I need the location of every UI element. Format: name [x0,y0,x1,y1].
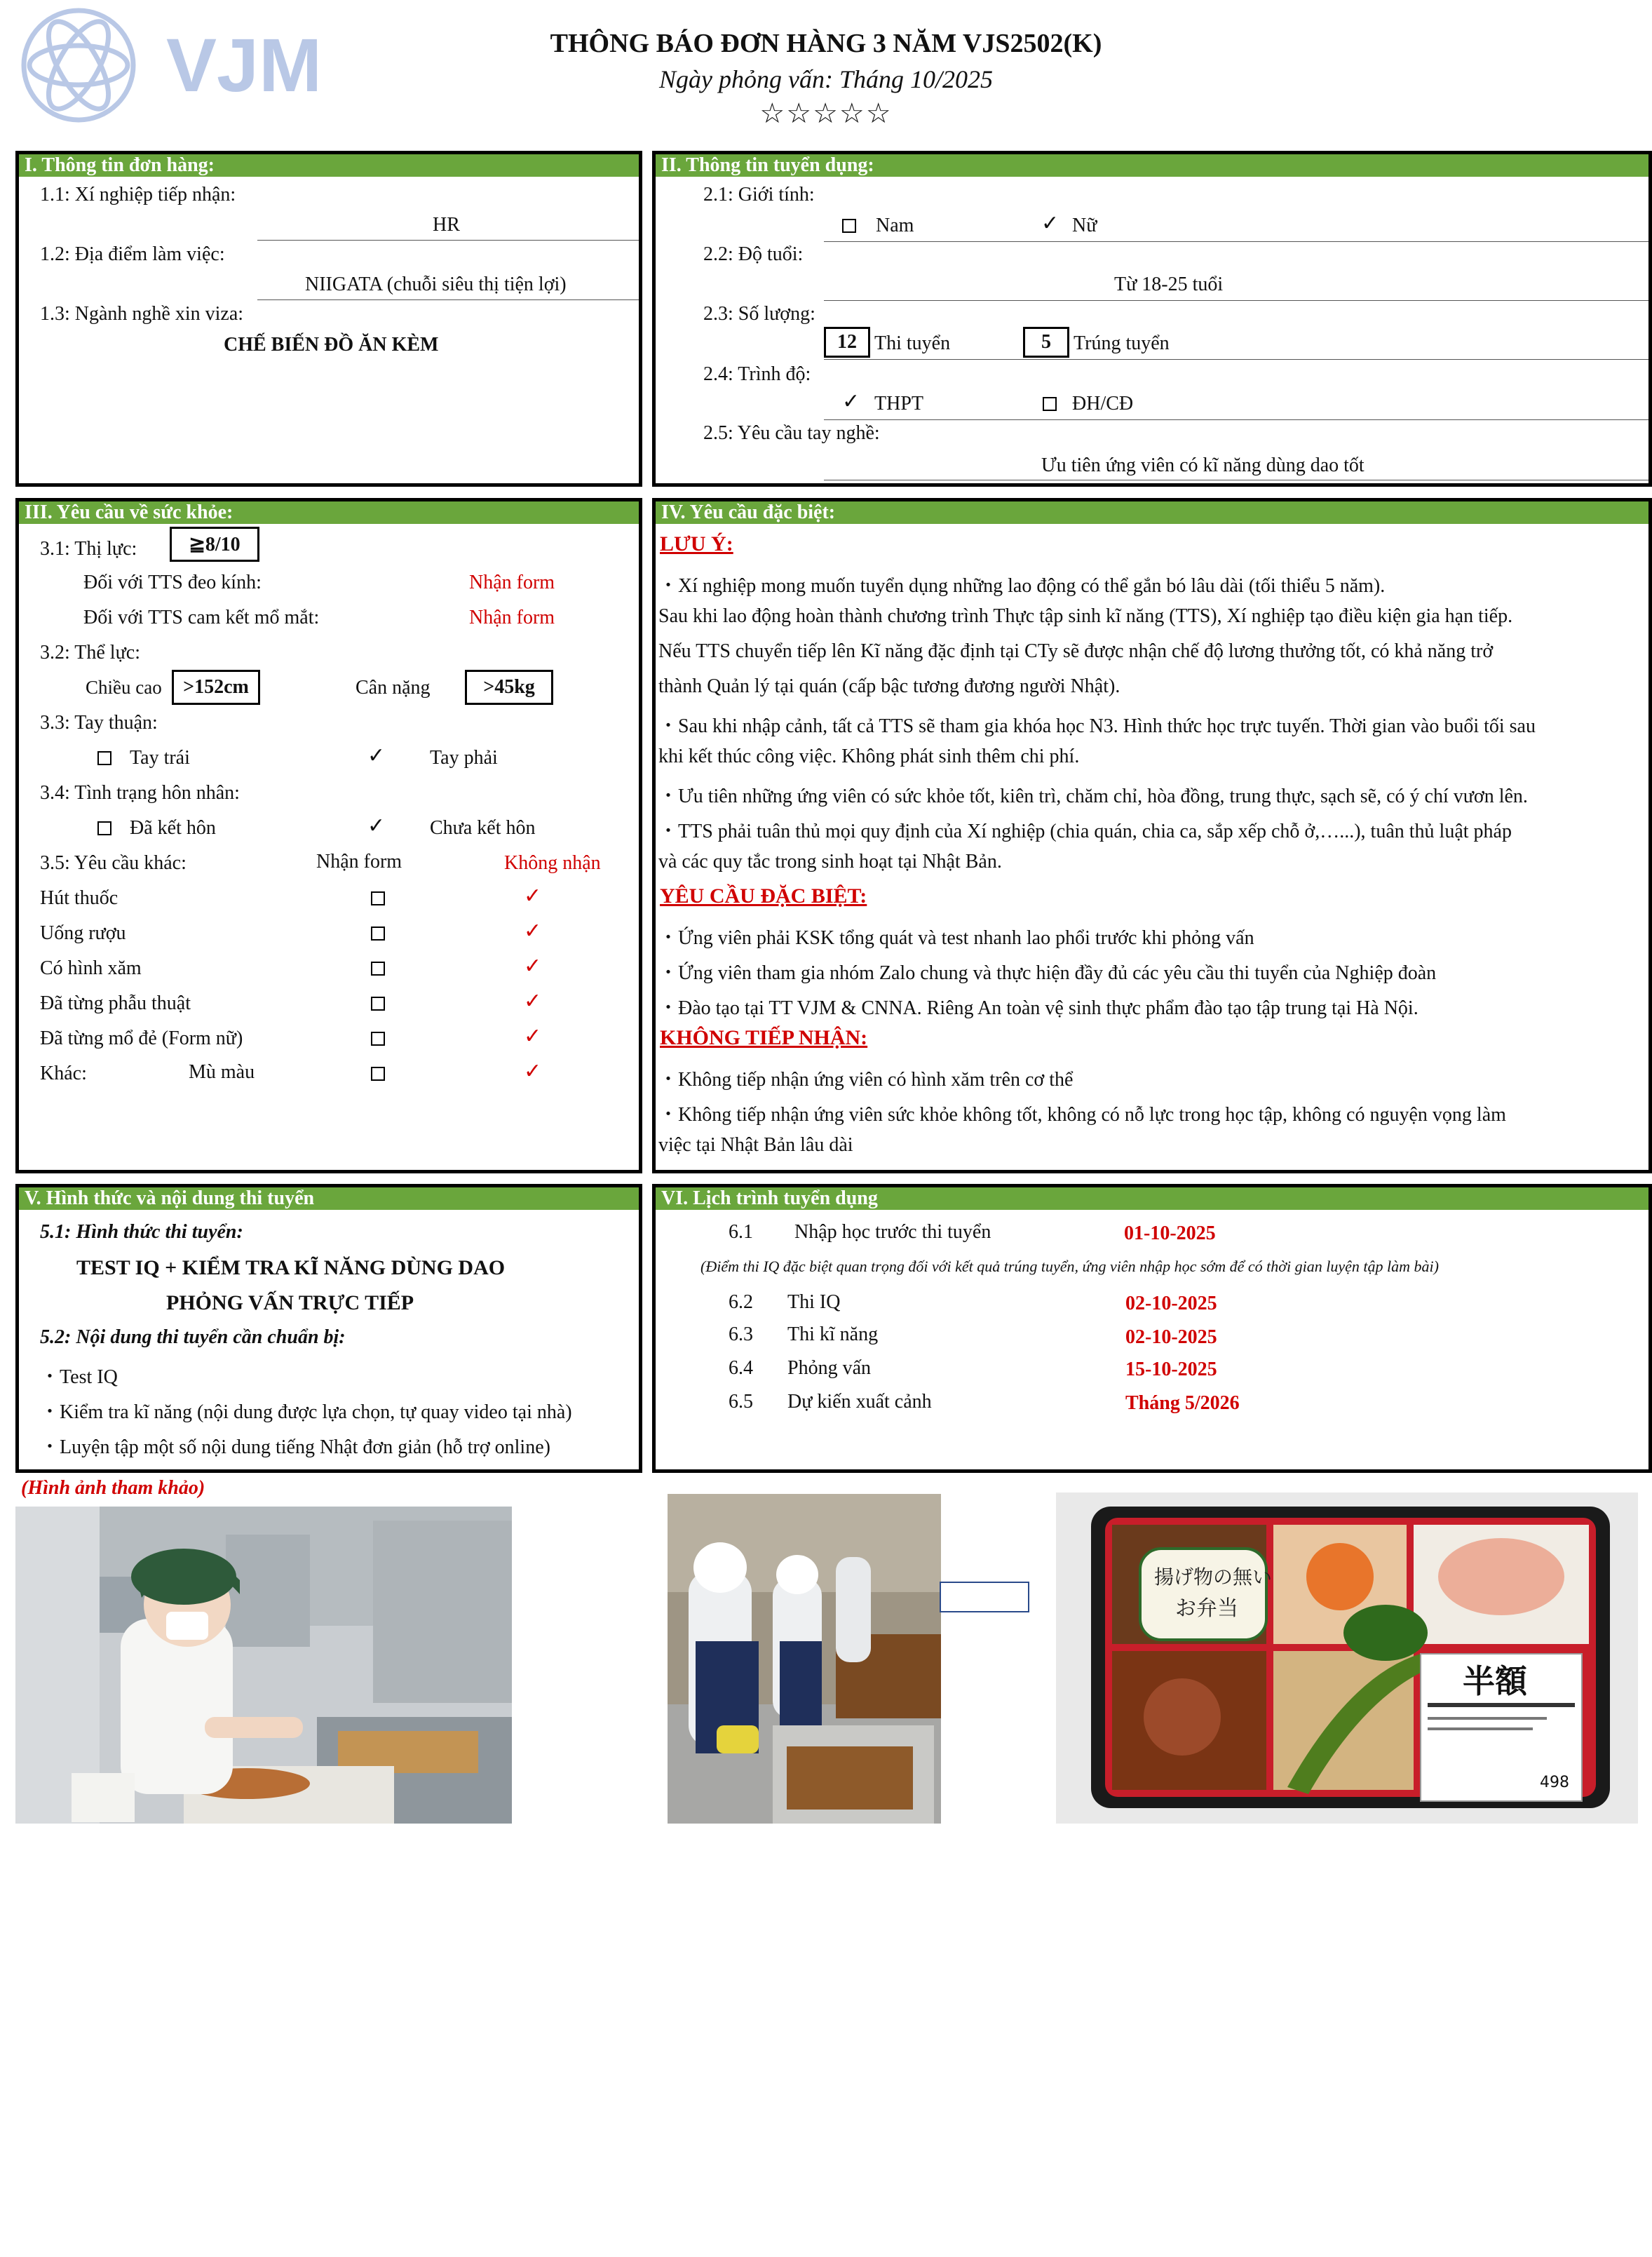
heading-special: YÊU CẦU ĐẶC BIỆT: [660,884,867,908]
photo-caption: (Hình ảnh tham khảo) [21,1477,205,1499]
section-recruitment-info [652,151,1652,487]
section-header: II. Thông tin tuyển dụng: [656,154,1648,177]
exam-form-1: TEST IQ + KIỂM TRA KĨ NĂNG DÙNG DAO [76,1256,506,1279]
edu-university: ĐH/CĐ [1072,393,1134,415]
schedule-date: 01-10-2025 [1124,1222,1216,1244]
note-line: ・Sau khi nhập cảnh, tất cả TTS sẽ tham gia khóa học N3. Hình thức học trực tuyến. Thời gian vào buổi tối sau [658,715,1536,737]
bento-label-line1: 揚げ物の無い [1154,1565,1273,1589]
heading-exam-content: 5.2: Nội dung thi tuyển cần chuẩn bị: [40,1326,346,1348]
photo-kitchen-workers [668,1494,941,1824]
section-order-info [15,151,642,487]
special-line: ・Ứng viên phải KSK tổng quát và test nhanh lao phổi trước khi phỏng vấn [658,927,1254,949]
label-handedness: 3.3: Tay thuận: [40,712,158,734]
label-eye-surgery: Đối với TTS cam kết mổ mắt: [83,607,320,628]
checkbox-accept[interactable] [371,962,385,976]
schedule-date: 02-10-2025 [1125,1326,1217,1348]
schedule-label: Thi kĩ năng [787,1323,879,1345]
req-item: Đã từng mổ đẻ (Form nữ) [40,1028,243,1049]
exam-count-box: 12 [824,327,870,358]
note-line: ・Ưu tiên những ứng viên có sức khỏe tốt, kiên trì, chăm chỉ, hòa đồng, trung thực, sạch sẽ, có ý chí vươn lên. [658,786,1528,807]
note-line: ・TTS phải tuân thủ mọi quy định của Xí nghiệp (chia quán, chia ca, sắp xếp chỗ ở,…...), tuân thủ luật pháp [658,821,1512,842]
label-age: 2.2: Độ tuổi: [703,243,804,265]
check-icon: ✓ [1041,212,1059,235]
schedule-no: 6.1 [729,1221,753,1243]
exam-item: ・Luyện tập một số nội dung tiếng Nhật đơn giản (hỗ trợ online) [40,1436,550,1458]
heading-note: LƯU Ý: [660,532,733,555]
schedule-label: Dự kiến xuất cảnh [787,1391,932,1413]
label-skill: 2.5: Yêu cầu tay nghề: [703,422,880,444]
rating-stars: ☆☆☆☆☆ [759,97,893,129]
schedule-date: 02-10-2025 [1125,1293,1217,1314]
checkbox-accept[interactable] [371,997,385,1011]
section-special-req [652,498,1652,1173]
check-icon: ✓ [524,1060,542,1083]
check-icon: ✓ [524,955,542,978]
schedule-no: 6.2 [729,1291,753,1313]
pass-count-box: 5 [1023,327,1069,358]
value-age: Từ 18-25 tuổi [1114,274,1224,295]
section-health [15,498,642,1173]
exam-item: ・Kiểm tra kĩ năng (nội dung được lựa chọn, tự quay video tại nhà) [40,1401,572,1423]
label-vision: 3.1: Thị lực: [40,538,137,560]
checkbox-left-hand[interactable] [97,751,111,765]
req-item: Có hình xăm [40,957,142,979]
section-header: III. Yêu cầu về sức khỏe: [19,501,639,524]
reject-line: ・Không tiếp nhận ứng viên sức khỏe không tốt, không có nỗ lực trong học tập, không có nguyện vọng làm [658,1104,1506,1126]
label-height: Chiều cao [86,677,162,698]
gender-female: Nữ [1072,215,1097,236]
section-header: I. Thông tin đơn hàng: [19,154,639,177]
special-line: ・Đào tạo tại TT VJM & CNNA. Riêng An toàn vệ sinh thực phẩm đào tạo tập trung tại Hà Nội. [658,997,1419,1019]
check-icon: ✓ [367,744,386,767]
interview-date: Ngày phỏng vấn: Tháng 10/2025 [659,65,993,93]
checkbox-accept[interactable] [371,927,385,941]
edu-highschool: THPT [874,393,923,415]
check-icon: ✓ [524,919,542,943]
label-other-req: 3.5: Yêu cầu khác: [40,852,187,874]
section-header: V. Hình thức và nội dung thi tuyển [19,1187,639,1210]
note-line: Nếu TTS chuyển tiếp lên Kĩ năng đặc định tại CTy sẽ được nhận chế độ lương thưởng tốt, có khả năng trở [658,640,1494,662]
label-job: 1.3: Ngành nghề xin viza: [40,303,244,325]
schedule-no: 6.3 [729,1323,753,1345]
col-not-accept: Không nhận [504,852,601,874]
label-marital: 3.4: Tình trạng hôn nhân: [40,782,240,804]
note-line: ・Xí nghiệp mong muốn tuyển dụng những lao động có thể gắn bó lâu dài (tối thiểu 5 năm). [658,575,1386,597]
note-line: và các quy tắc trong sinh hoạt tại Nhật Bản. [658,851,1002,873]
req-item: Uống rượu [40,922,126,944]
special-line: ・Ứng viên tham gia nhóm Zalo chung và thực hiện đầy đủ các yêu cầu thi tuyển của Nghiệp đoàn [658,962,1437,984]
checkbox-university[interactable] [1043,397,1057,411]
req-item: Khác: [40,1063,87,1084]
section-exam-format [15,1184,642,1473]
exam-label: Thi tuyển [874,332,951,354]
left-hand: Tay trái [130,747,190,769]
price-tag-text: 半額 [1463,1662,1527,1700]
married: Đã kết hôn [130,817,216,839]
section-header: IV. Yêu cầu đặc biệt: [656,501,1648,524]
schedule-no: 6.5 [729,1391,753,1413]
exam-item: ・Test IQ [40,1366,118,1388]
check-icon: ✓ [524,990,542,1013]
label-weight: Cân nặng [356,677,431,699]
label-company: 1.1: Xí nghiệp tiếp nhận: [40,184,236,206]
logo-text: VJM [166,22,323,107]
gender-male: Nam [876,215,914,236]
label-location: 1.2: Địa điểm làm việc: [40,243,225,265]
note-line: thành Quản lý tại quán (cấp bậc tương đương người Nhật). [658,675,1120,697]
value-job: CHẾ BIẾN ĐỒ ĂN KÈM [224,334,439,356]
connector-box [940,1582,1029,1612]
schedule-date: 15-10-2025 [1125,1359,1217,1380]
value-company: HR [433,214,460,236]
schedule-note: (Điểm thi IQ đặc biệt quan trọng đối với kết quả trúng tuyển, ứng viên nhập học sớm để có thời gian luyện tập làm bài) [700,1258,1439,1275]
note-line: khi kết thúc công việc. Không phát sinh thêm chi phí. [658,746,1080,767]
value-eye-surgery: Nhận form [469,607,555,628]
checkbox-accept[interactable] [371,1032,385,1046]
req-item: Đã từng phẫu thuật [40,992,191,1014]
height-value: >152cm [172,670,260,705]
section-header: VI. Lịch trình tuyển dụng [656,1187,1648,1210]
checkbox-accept[interactable] [371,891,385,905]
photo-bento-box [1056,1493,1638,1824]
bento-label-line2: お弁当 [1175,1596,1238,1621]
photo-worker-packing [15,1507,512,1824]
label-gender: 2.1: Giới tính: [703,184,815,206]
single: Chưa kết hôn [430,817,536,839]
heading-not-accepted: KHÔNG TIẾP NHẬN: [660,1026,868,1049]
vision-value: ≧8/10 [170,527,259,562]
label-glasses: Đối với TTS đeo kính: [83,572,262,593]
weight-value: >45kg [465,670,553,705]
check-icon: ✓ [524,884,542,908]
schedule-date: Tháng 5/2026 [1125,1392,1240,1414]
schedule-label: Phỏng vấn [787,1357,871,1379]
schedule-no: 6.4 [729,1357,753,1379]
check-icon: ✓ [524,1025,542,1048]
check-icon: ✓ [367,814,386,837]
reject-line: ・Không tiếp nhận ứng viên có hình xăm trên cơ thể [658,1069,1074,1091]
value-location: NIIGATA (chuỗi siêu thị tiện lợi) [305,274,567,295]
note-line: Sau khi lao động hoàn thành chương trình Thực tập sinh kĩ năng (TTS), Xí nghiệp tạo điều kiện gia hạn tiếp. [658,605,1513,627]
section-schedule [652,1184,1652,1473]
checkbox-accept[interactable] [371,1067,385,1081]
req-item: Hút thuốc [40,887,119,909]
value-glasses: Nhận form [469,572,555,593]
exam-form-2: PHỎNG VẤN TRỰC TIẾP [166,1291,414,1314]
right-hand: Tay phải [430,747,498,769]
schedule-label: Thi IQ [787,1291,841,1313]
check-icon: ✓ [842,390,860,413]
checkbox-male[interactable] [842,219,856,233]
heading-exam-form: 5.1: Hình thức thi tuyển: [40,1221,243,1243]
reject-line: việc tại Nhật Bản lâu dài [658,1134,853,1156]
pass-label: Trúng tuyển [1074,332,1170,354]
schedule-label: Nhập học trước thi tuyển [794,1221,991,1243]
page-title: THÔNG BÁO ĐƠN HÀNG 3 NĂM VJS2502(K) [550,29,1102,58]
checkbox-married[interactable] [97,821,111,835]
label-physical: 3.2: Thể lực: [40,642,140,663]
price-value: 498 [1540,1774,1569,1791]
value-skill: Ưu tiên ứng viên có kĩ năng dùng dao tốt [1041,454,1365,476]
req-other-value: Mù màu [189,1061,255,1083]
label-education: 2.4: Trình độ: [703,363,811,385]
col-accept-form: Nhận form [316,851,402,873]
label-quantity: 2.3: Số lượng: [703,303,815,325]
